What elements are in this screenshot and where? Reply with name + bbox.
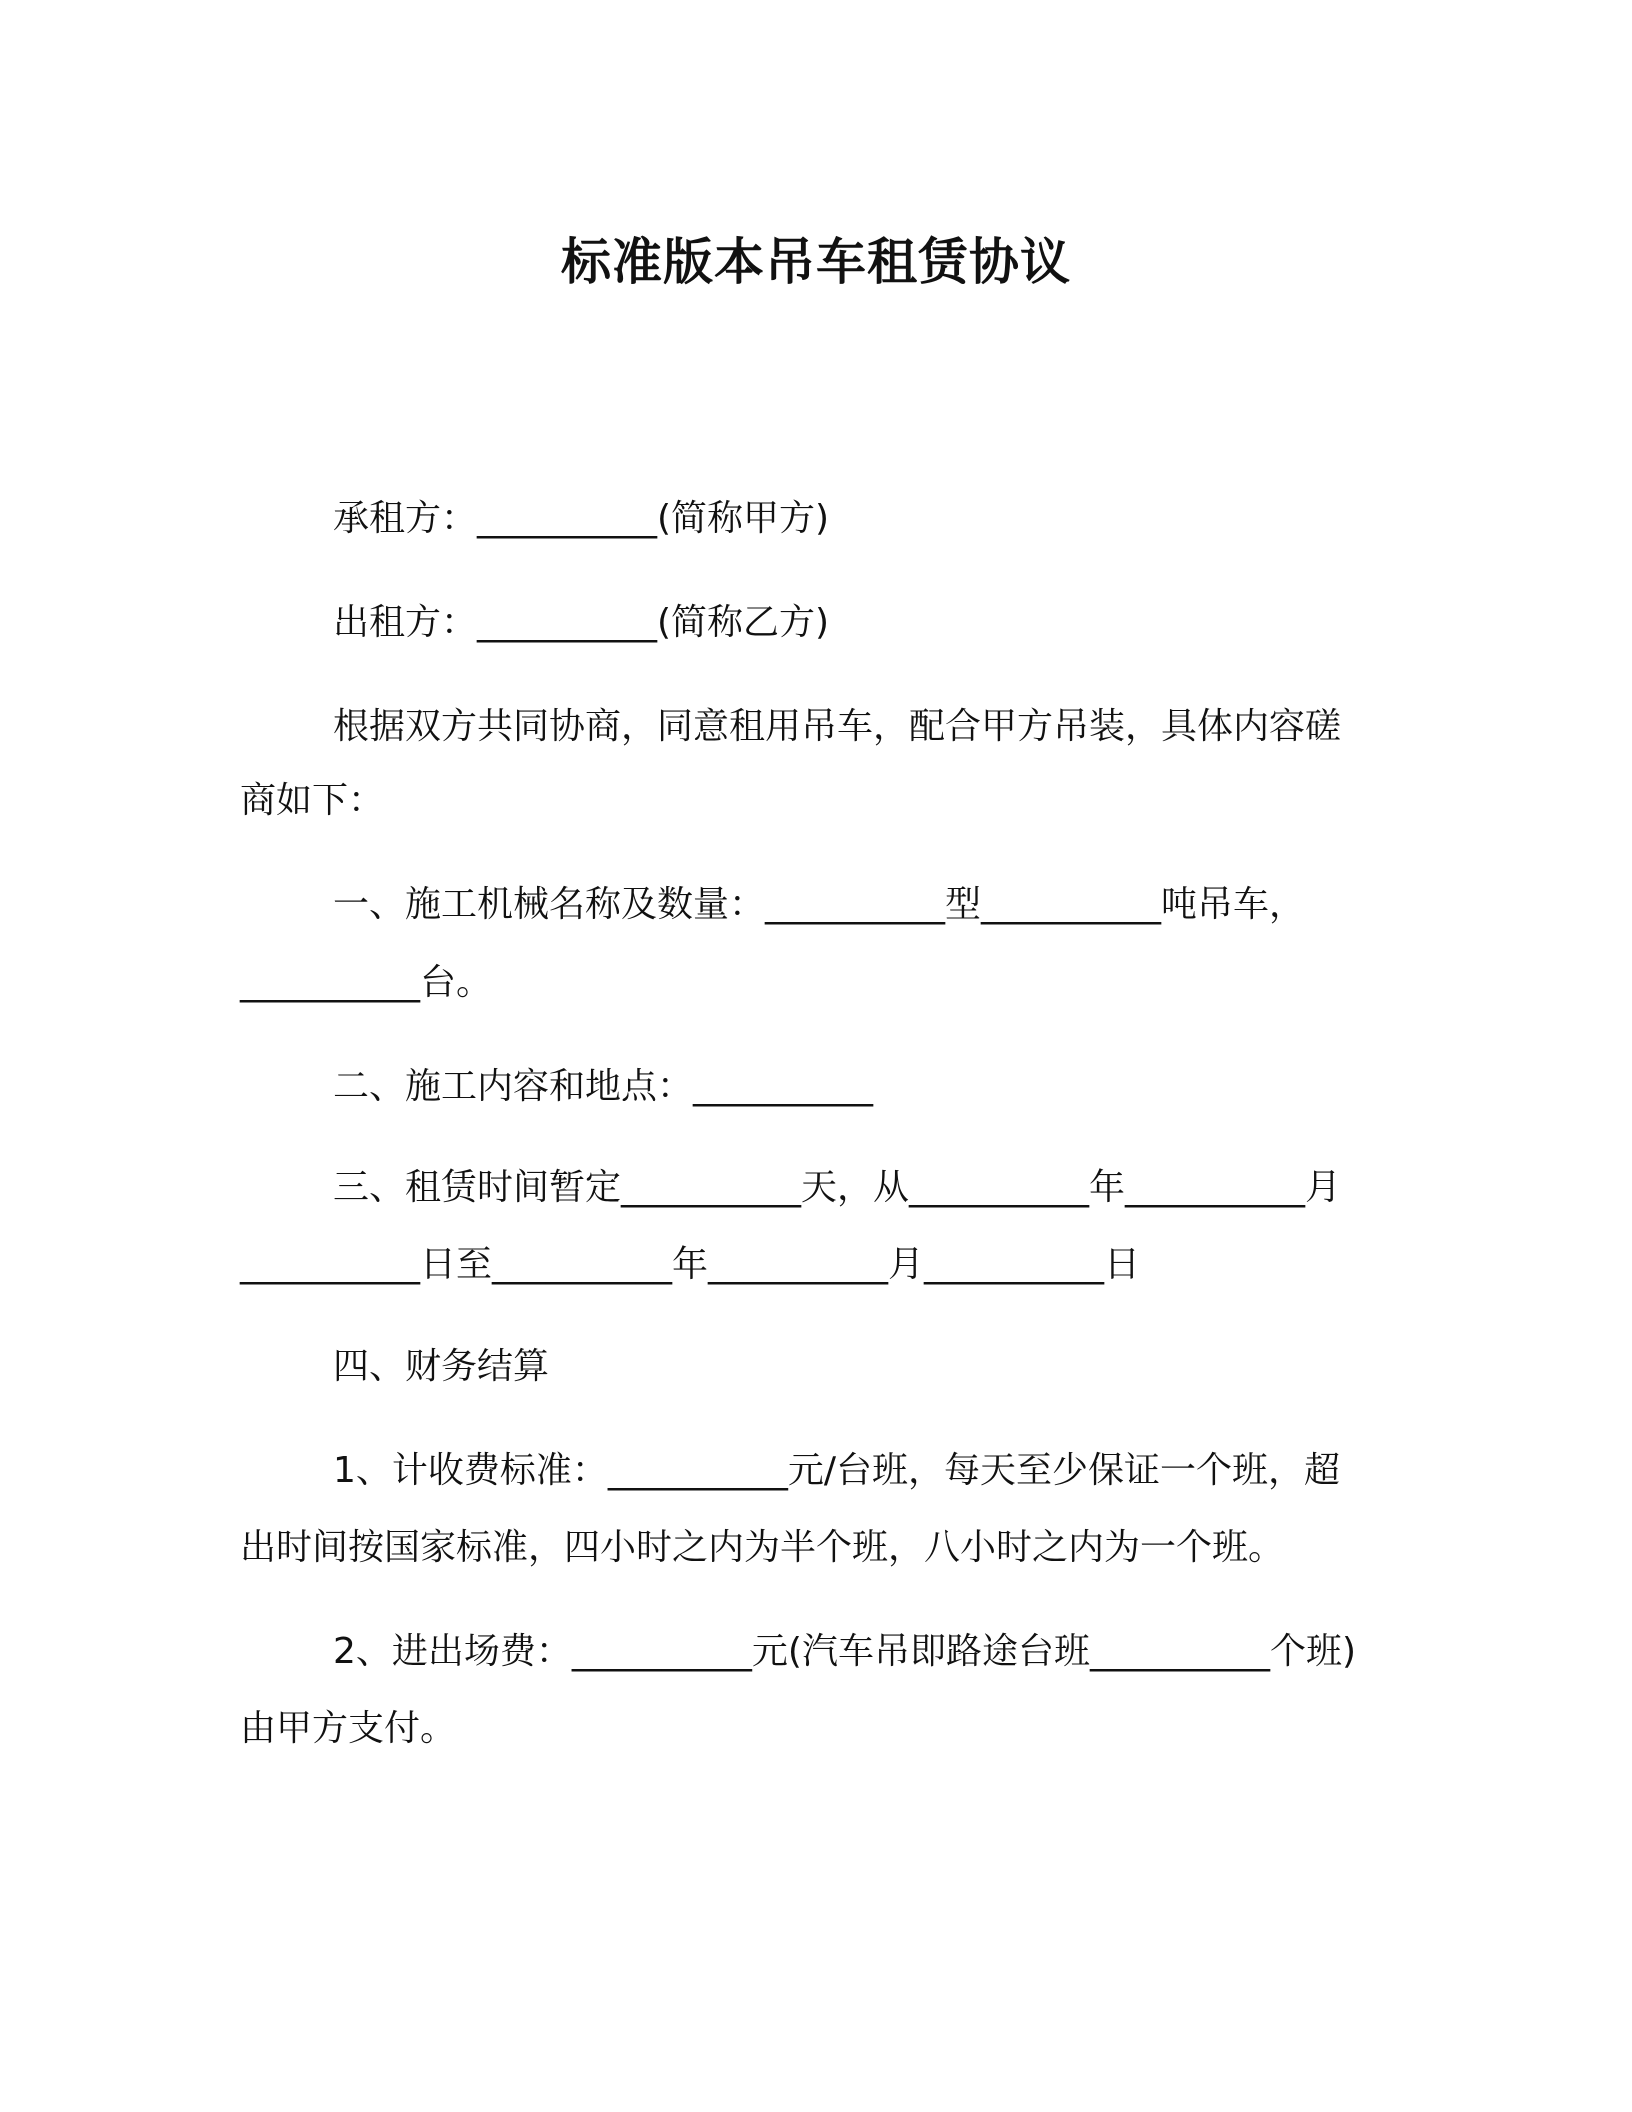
clause-1-line-1: 一、施工机械名称及数量：__________型__________吨吊车， (333, 884, 1306, 925)
clause-4-1-line-2: 出时间按国家标准，四小时之内为半个班，八小时之内为一个班。 (240, 1527, 1285, 1568)
clause-3-line-1: 三、租赁时间暂定__________天，从__________年__________月 (333, 1167, 1342, 1208)
clause-4-1-line-1: 1、计收费标准：__________元/台班，每天至少保证一个班，超 (333, 1450, 1341, 1491)
lessee-line: 承租方：__________(简称甲方) (333, 498, 830, 539)
clause-1-line-2: __________台。 (240, 962, 493, 1003)
preamble-line-2: 商如下： (240, 780, 385, 821)
document-title: 标准版本吊车租赁协议 (561, 233, 1071, 291)
lessor-line: 出租方：__________(简称乙方) (333, 602, 830, 643)
clause-4-2-line-2: 由甲方支付。 (240, 1708, 457, 1749)
clause-3-line-2: __________日至__________年__________月__________日 (240, 1244, 1140, 1285)
clause-4-heading: 四、财务结算 (333, 1346, 550, 1387)
preamble-line-1: 根据双方共同协商，同意租用吊车，配合甲方吊装，具体内容磋 (333, 706, 1342, 747)
clause-2-line: 二、施工内容和地点：__________ (333, 1066, 874, 1107)
clause-4-2-line-1: 2、进出场费：__________元(汽车吊即路途台班__________个班) (333, 1631, 1356, 1672)
